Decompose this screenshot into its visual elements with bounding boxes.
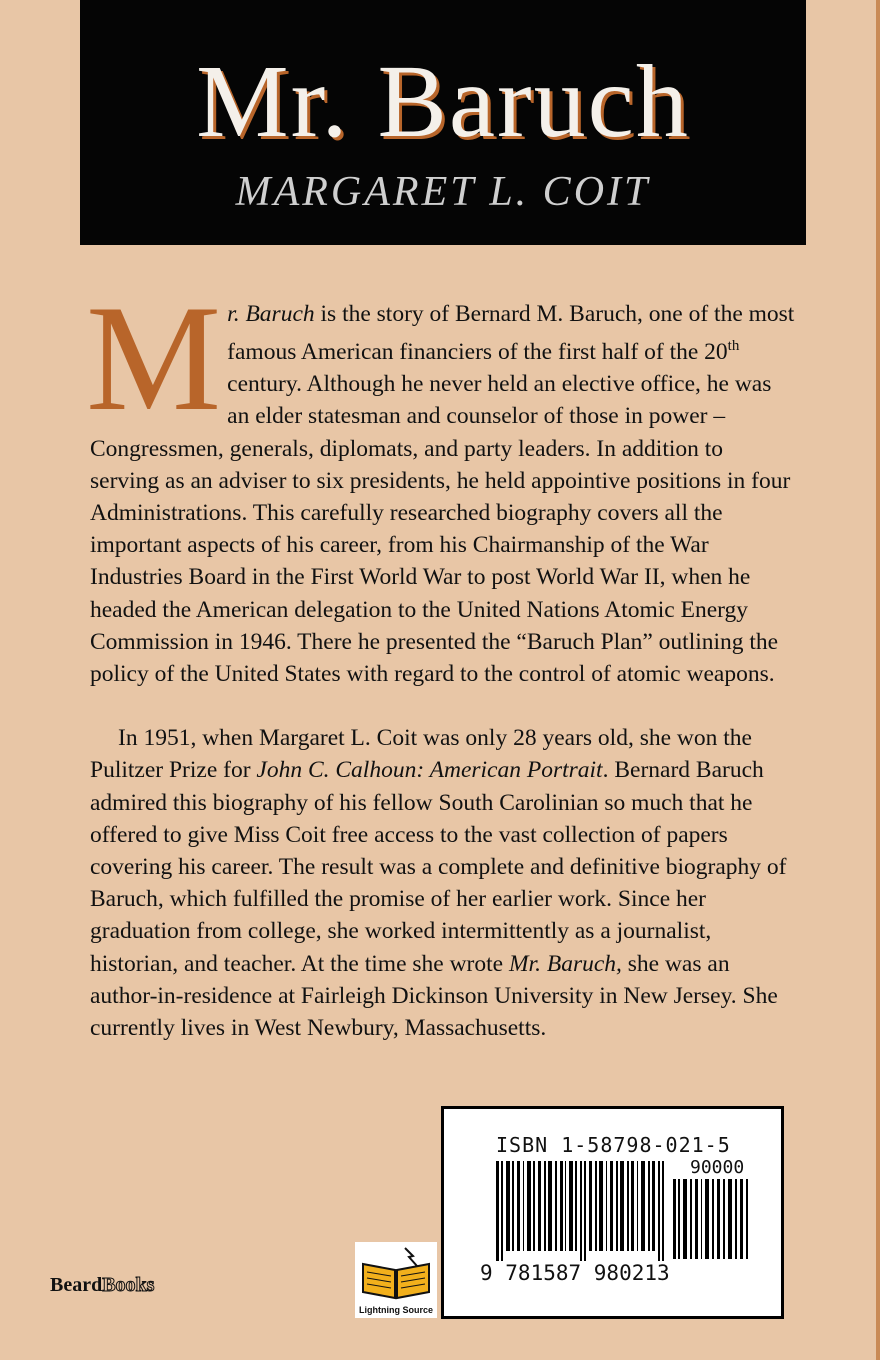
cover-spine-edge <box>876 0 880 1360</box>
open-book-icon <box>355 1242 437 1304</box>
title-block <box>80 0 806 245</box>
title-italic: r. Baruch <box>227 301 315 327</box>
description-paragraph-1 <box>86 274 795 690</box>
description-paragraph-2 <box>90 722 795 1044</box>
isbn-number: ISBN 1-58798-021-5 <box>496 1133 731 1157</box>
p2-text-c: she was an author-in-residence at Fairleigh Dickinson University in New Jersey. She currently lives in West Newbury, Massachusetts. <box>90 950 778 1042</box>
printer-label: Lightning Source <box>359 1305 433 1315</box>
book-title: Mr. Baruch <box>196 44 690 159</box>
p2-italic-title-2: Mr. Baruch, <box>508 950 622 977</box>
p1-text-a: is the story of Bernard M. Baruch, one of the most famous American financiers of the first half of the 20 <box>227 301 795 366</box>
p2-italic-title: John C. Calhoun: American Portrait <box>256 757 603 784</box>
publisher-name-outline: Books <box>102 1274 155 1296</box>
p1-text-b: century. Although he never held an elective office, he was an elder statesman and counselor of those in power – Congressmen, generals, diplomats, and party leaders. In addition to serving as an adviser to six presidents, he held appointive positions in four Administrations. This carefully researched biography covers all the important aspects of his career, from his Chairmanship of the War Industries Board in the First World War to post World War II, when he headed the American delegation to the United Nations Atomic Energy Commission in 1946. There he presented the “Baruch Plan” outlining the policy of the United States with regard to the control of atomic weapons. <box>90 371 791 688</box>
publisher-logo <box>50 1274 154 1297</box>
ean-digits: 9 781587 980213 <box>480 1261 670 1285</box>
price-code: 90000 <box>690 1157 745 1178</box>
p1-superscript: th <box>727 338 740 355</box>
printer-logo <box>355 1242 437 1318</box>
p2-text-a: In 1951, when Margaret L. Coit was only 28 years old, she won the Pulitzer Prize for <box>90 725 752 784</box>
book-description <box>86 274 795 1044</box>
p2-text-b: . Bernard Baruch admired this biography of his fellow South Carolinian so much that he offered to give Miss Coit free access to the vast collection of papers covering his career. The result was a complete and definitive biography of Baruch, which fulfilled the promise of her earlier work. Since her graduation from college, she worked intermittently as a journalist, historian, and teacher. At the time she wrote <box>90 757 787 977</box>
book-author: MARGARET L. COIT <box>235 169 651 215</box>
drop-cap: M <box>86 274 222 442</box>
publisher-name-bold: Beard <box>50 1274 103 1296</box>
isbn-barcode <box>441 1106 784 1319</box>
